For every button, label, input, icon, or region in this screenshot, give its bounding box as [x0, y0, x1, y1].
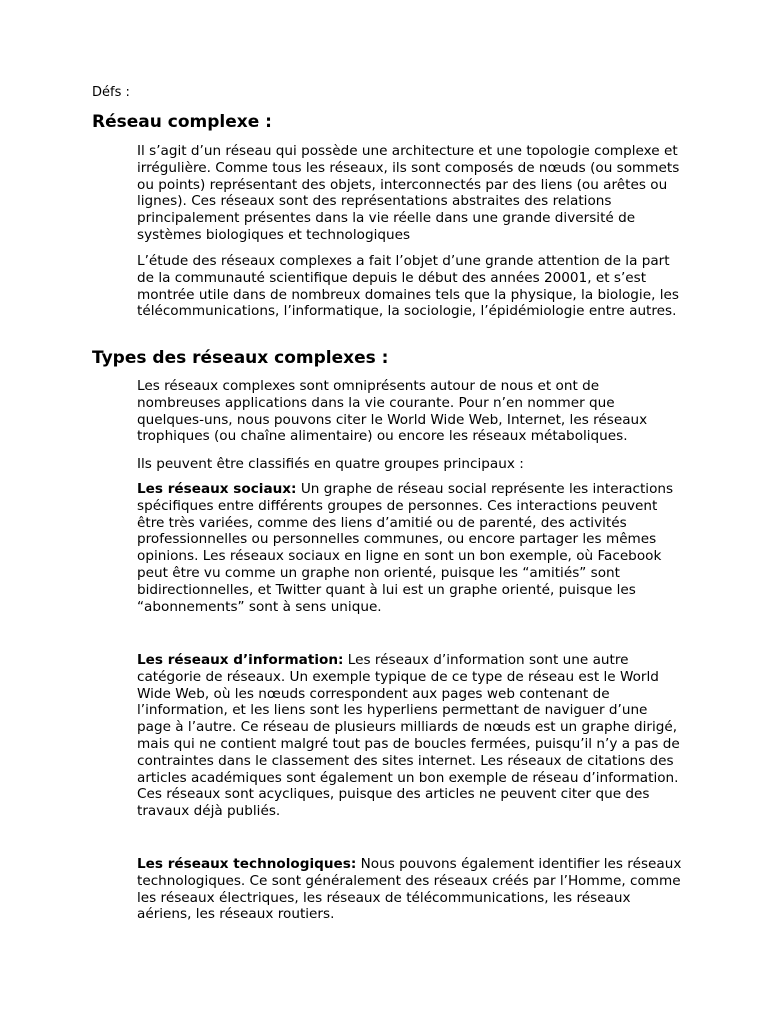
text-information: Les réseaux d’information sont une autre catégorie de réseaux. Un exemple typique de ce type de réseau est le World Wide Web, où les nœuds correspondent aux pages web contenant de l’information, et les liens sont les hyperliens permettant de naviguer d’une page à l’autre. Ce réseau de plusieurs milliards de nœuds est un graphe dirigé, mais qui ne contient malgré tout pas de boucles fermées, puisqu’il n’y a pas de contraintes dans le classement des sites internet. Les réseaux de citations des articles académiques sont également un bon exemple de réseau d’information. Ces réseaux sont acycliques, puisque des articles ne peuvent citer que des travaux déjà publiés. — [137, 652, 680, 820]
paragraph-intro: Les réseaux complexes sont omniprésents autour de nous et ont de nombreuses applications dans la vie courante. Pour n’en nommer que quelques-uns, nous pouvons citer le World Wide Web, Internet, les réseaux trophiques (ou chaîne alimentaire) ou encore les réseaux métaboliques. — [137, 378, 648, 445]
text-social: Un graphe de réseau social représente les interactions spécifiques entre différents groupes de personnes. Ces interactions peuvent être très variées, comme des liens d’amitié ou de parenté, des activités professionnelles ou personnelles communes, ou encore partager les mêmes opinions. Les réseaux sociaux en ligne en sont un bon exemple, où Facebook peut être vu comme un graphe non orienté, puisque les “amitiés” sont bidirectionnelles, et Twitter quant à lui est un graphe orienté, puisque les “abonnements” sont à sens unique. — [137, 481, 674, 615]
paragraph-social-networks — [137, 481, 682, 615]
paragraph-definition: Il s’agit d’un réseau qui possède une architecture et une topologie complexe et irrégulière. Comme tous les réseaux, ils sont composés de nœuds (ou sommets ou points) représentant des objets, interconnectés par des liens (ou arêtes ou lignes). Ces réseaux sont des représentations abstraites des relations principalement présentes dans la vie réelle dans une grande diversité de systèmes biologiques et technologiques — [137, 143, 680, 243]
term-information: Les réseaux d’information: — [137, 652, 344, 668]
term-technological: Les réseaux technologiques: — [137, 856, 357, 872]
paragraph-study: L’étude des réseaux complexes a fait l’objet d’une grande attention de la part de la communauté scientifique depuis le début des années 20001, et s’est montrée utile dans de nombreux domaines tels que la physique, la biologie, les télécommunications, l’informatique, la sociologie, l’épidémiologie entre autres. — [137, 253, 679, 320]
term-social: Les réseaux sociaux: — [137, 481, 297, 497]
paragraph-technological-networks — [137, 856, 682, 923]
paragraph-information-networks — [137, 652, 682, 820]
defs-label: Défs : — [92, 85, 130, 100]
text-technological: Nous pouvons également identifier les réseaux technologiques. Ce sont généralement des réseaux créés par l’Homme, comme les réseaux électriques, les réseaux de télécommunications, les réseaux aériens, les réseaux routiers. — [137, 856, 682, 923]
paragraph-classification: Ils peuvent être classifiés en quatre groupes principaux : — [137, 456, 524, 472]
heading-types: Types des réseaux complexes : — [92, 348, 389, 368]
heading-reseau-complexe: Réseau complexe : — [92, 112, 272, 132]
